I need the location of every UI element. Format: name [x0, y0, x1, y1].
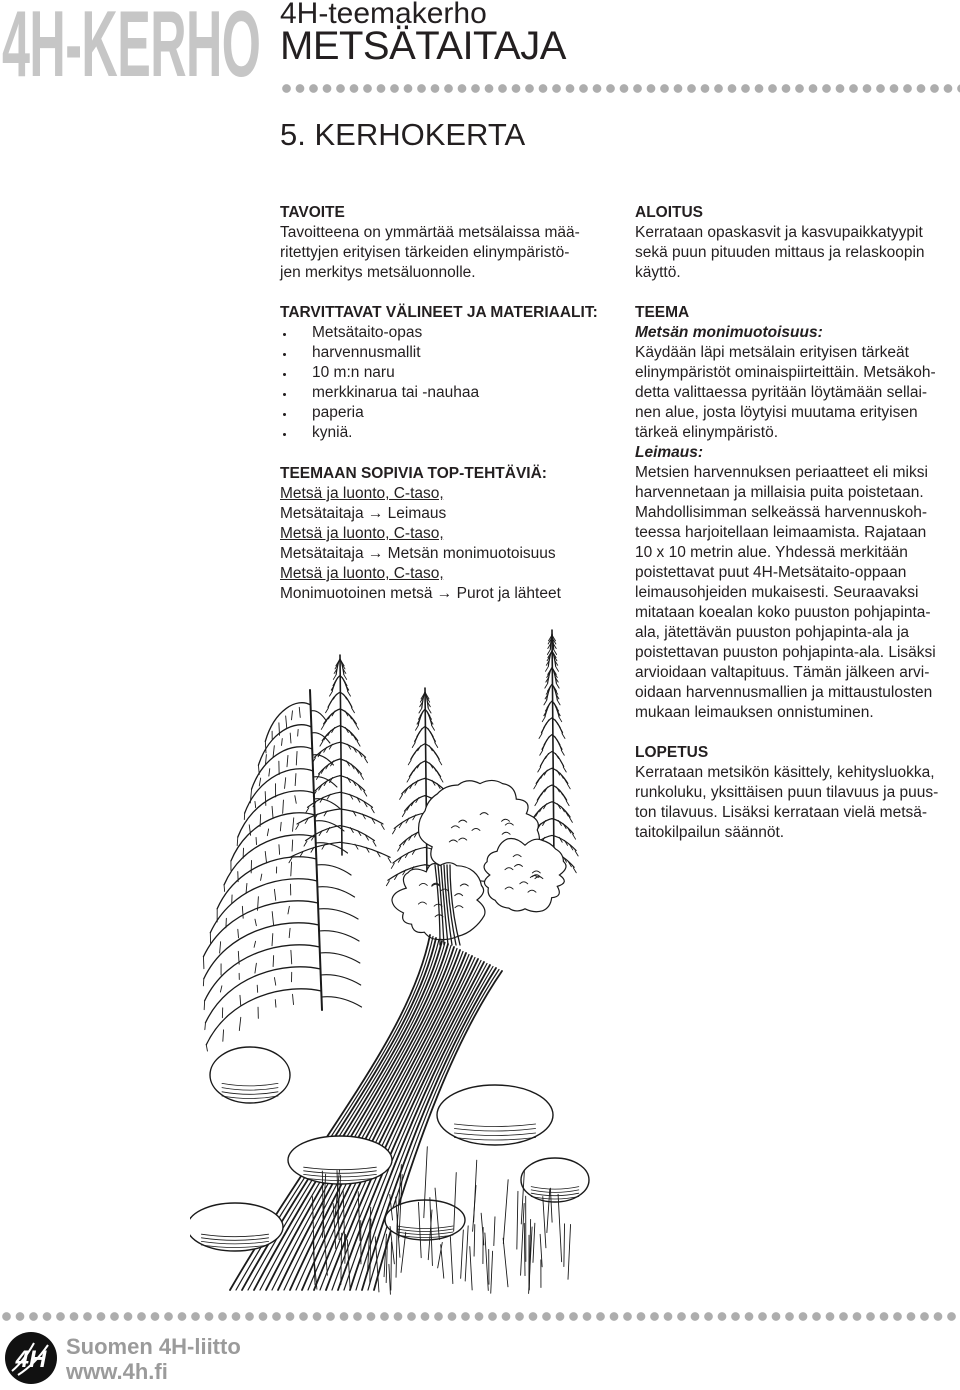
- end-text-line: taitokilpailun säännöt.: [635, 824, 785, 841]
- marking-text-line: teessa harjoitellaan leimaamista. Rajataan: [635, 524, 927, 541]
- materials-section: [280, 303, 598, 443]
- bullet: [280, 363, 312, 383]
- forest-illustration: [190, 615, 610, 1305]
- task-source-link[interactable]: Metsä ja luonto, C-taso,: [280, 525, 444, 542]
- goal-text-line: jen merkitys metsäluonnolle.: [280, 264, 476, 281]
- rock: [190, 1203, 283, 1251]
- rock: [210, 1047, 290, 1103]
- biodiversity-subheading: Metsän monimuotoisuus:: [635, 324, 823, 341]
- task-path: Metsätaitaja → Metsän monimuotoisuus: [280, 545, 556, 562]
- start-text-line: Kerrataan opaskasvit ja kasvupaikkatyypit: [635, 224, 923, 241]
- material-list-item: [280, 343, 598, 363]
- rock: [288, 1136, 392, 1184]
- marking-text-line: oidaan harvennusmallien ja mittaustulosten: [635, 684, 933, 701]
- end-section: [635, 743, 938, 843]
- task-path: Metsätaitaja → Leimaus: [280, 505, 447, 522]
- marking-text-line: harvennetaan ja millaisia puita poistetaan.: [635, 484, 924, 501]
- marking-text-line: poistettavat puut 4H-Metsätaito-oppaan: [635, 564, 907, 581]
- marking-text-line: mitataan koealan koko puuston pohjapinta-: [635, 604, 931, 621]
- material-label: kyniä.: [312, 424, 353, 441]
- goal-text-line: ritettyjen erityisen tärkeiden elinympäristö-: [280, 244, 570, 261]
- end-text-line: ton tilavuus. Lisäksi kerrataan vielä metsä-: [635, 804, 928, 821]
- goal-text-line: Tavoitteena on ymmärtää metsälaissa mää-: [280, 224, 580, 241]
- marking-text-line: arvioidaan valtapituus. Tämän jälkeen arvi-: [635, 664, 930, 681]
- end-text-line: runkoluku, yksittäisen puun tilavuus ja puus-: [635, 784, 939, 801]
- marking-text-line: Mahdollisimman selkeässä harvennuskoh-: [635, 504, 928, 521]
- marking-subheading: Leimaus:: [635, 444, 704, 461]
- rock: [437, 1085, 553, 1145]
- bullet: [280, 423, 312, 443]
- material-list-item: [280, 403, 598, 423]
- spruce-tree: [289, 655, 391, 863]
- biodiversity-text-line: detta valittaessa pyritään löytämään sellai-: [635, 384, 928, 401]
- tasks-heading: TEEMAAN SOPIVIA TOP-TEHTÄVIÄ:: [280, 465, 547, 482]
- biodiversity-text-line: Käydään läpi metsälain erityisen tärkeät: [635, 344, 909, 361]
- materials-heading: TARVITTAVAT VÄLINEET JA MATERIAALIT:: [280, 304, 598, 321]
- kerho-logo-text: 4H-KERHO: [2, 0, 261, 96]
- biodiversity-text-line: tärkeä elinympäristö.: [635, 424, 779, 441]
- marking-text-line: 10 x 10 metrin alue. Yhdessä merkitään: [635, 544, 908, 561]
- biodiversity-text-line: nen alue, josta löytyisi muutama erityisen: [635, 404, 918, 421]
- marking-text-line: ala, jätettävän puuston pohjapinta-ala ja: [635, 624, 910, 641]
- theme-section: [635, 303, 936, 723]
- header-dotted-divider: [280, 82, 960, 95]
- start-heading: ALOITUS: [635, 204, 704, 221]
- material-label: paperia: [312, 404, 364, 421]
- end-text-line: Kerrataan metsikön käsittely, kehitysluokka,: [635, 764, 935, 781]
- 4h-logo-text: 4H: [15, 1346, 47, 1373]
- task-path: Monimuotoinen metsä → Purot ja lähteet: [280, 585, 561, 602]
- material-list-item: [280, 383, 598, 403]
- footer-dotted-divider: [0, 1310, 960, 1323]
- material-label: merkkinarua tai -nauhaa: [312, 384, 480, 401]
- bullet: [280, 383, 312, 403]
- marking-text-line: poistettavan puuston pohjapinta-ala. Lisäksi: [635, 644, 936, 661]
- start-text-line: sekä puun pituuden mittaus ja relaskoopin: [635, 244, 925, 261]
- start-text-line: käyttö.: [635, 264, 681, 281]
- biodiversity-text-line: elinympäristöt ominaispiirteittäin. Metsäkoh-: [635, 364, 936, 381]
- material-label: harvennusmallit: [312, 344, 421, 361]
- theme-heading: TEEMA: [635, 304, 690, 321]
- task-source-link[interactable]: Metsä ja luonto, C-taso,: [280, 565, 444, 582]
- material-list-item: [280, 423, 598, 443]
- page-title: METSÄTAITAJA: [280, 24, 566, 68]
- footer-organization: Suomen 4H-liitto: [66, 1334, 241, 1359]
- drooping-spruce-tree: [203, 690, 361, 1051]
- tasks-section: [280, 464, 561, 604]
- material-list-item: [280, 363, 598, 383]
- material-label: Metsätaito-opas: [312, 324, 423, 341]
- 4h-logo-icon: [4, 1331, 58, 1385]
- bullet: [280, 403, 312, 423]
- marking-text-line: leimausohjeiden mukaisesti. Seuraavaksi: [635, 584, 919, 601]
- goal-section: [280, 203, 580, 283]
- material-list-item: [280, 323, 598, 343]
- rock: [521, 1158, 589, 1202]
- end-heading: LOPETUS: [635, 744, 709, 761]
- session-title: 5. KERHOKERTA: [280, 117, 526, 152]
- footer-website-link[interactable]: www.4h.fi: [66, 1359, 168, 1384]
- marking-text-line: mukaan leimauksen onnistuminen.: [635, 704, 874, 721]
- start-section: [635, 203, 925, 283]
- forest-drawing: [190, 630, 589, 1294]
- material-label: 10 m:n naru: [312, 364, 395, 381]
- bullet: [280, 323, 312, 343]
- task-source-link[interactable]: Metsä ja luonto, C-taso,: [280, 485, 444, 502]
- bullet: [280, 343, 312, 363]
- goal-heading: TAVOITE: [280, 204, 345, 221]
- marking-text-line: Metsien harvennuksen periaatteet eli miksi: [635, 464, 928, 481]
- page-subtitle: 4H-teemakerho: [280, 0, 487, 30]
